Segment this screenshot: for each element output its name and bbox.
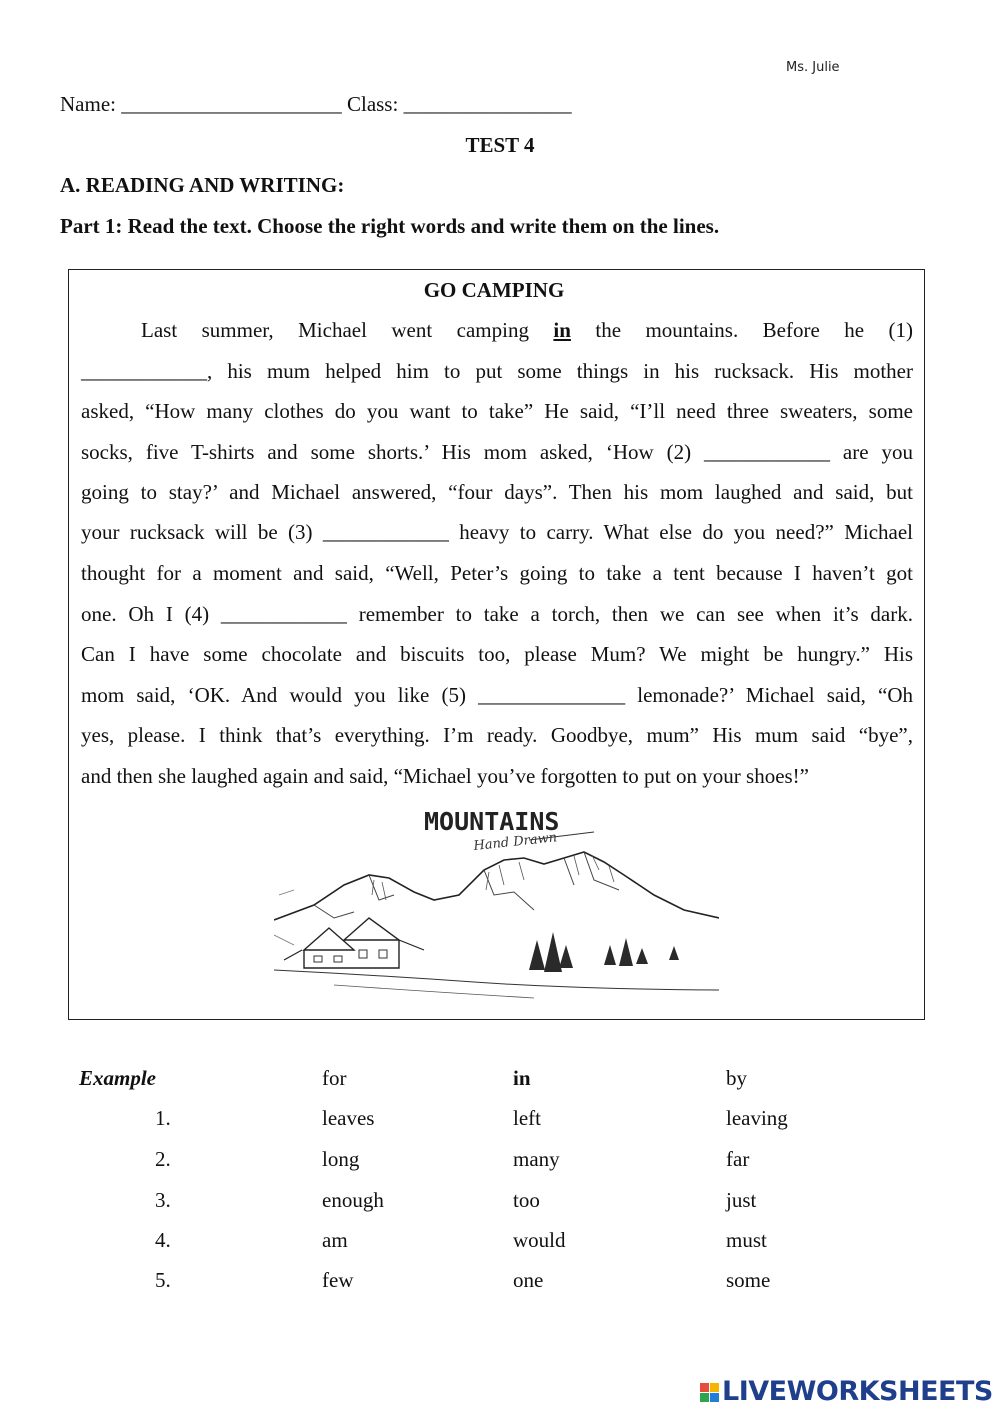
option-choice[interactable]: leaves — [322, 1106, 375, 1130]
option-row-label: 2. — [155, 1147, 171, 1171]
story-line-10[interactable] — [81, 683, 913, 713]
story-text: the mountains. Before he (1) — [570, 318, 914, 342]
story-line-2[interactable] — [81, 359, 913, 389]
story-line-3 — [81, 399, 913, 429]
story-line-11 — [81, 723, 913, 753]
option-choice[interactable]: far — [726, 1147, 750, 1171]
option-choice[interactable]: just — [726, 1188, 757, 1212]
story-text: yes, please. I think that’s everything. I’m ready. Goodbye, mum” His mum said “bye”, — [81, 723, 913, 747]
liveworksheets-logo — [700, 1376, 993, 1407]
story-line-4[interactable] — [81, 440, 913, 470]
story-text: asked, “How many clothes do you want to take” He said, “I’ll need three sweaters, some — [81, 399, 913, 423]
option-row-label: 5. — [155, 1268, 171, 1292]
name-class-row[interactable]: Name: _____________________ Class: ________________ — [60, 92, 572, 116]
story-line-9 — [81, 642, 913, 672]
option-choice[interactable]: left — [513, 1106, 541, 1130]
option-choice[interactable]: few — [322, 1268, 354, 1292]
story-line-1 — [81, 318, 913, 348]
logo-squares-icon — [700, 1383, 722, 1403]
story-line-7 — [81, 561, 913, 591]
story-text: thought for a moment and said, “Well, Peter’s going to take a tent because I haven’t got — [81, 561, 913, 585]
option-row-label: 3. — [155, 1188, 171, 1212]
example-answer: in — [553, 318, 571, 342]
story-text: socks, five T-shirts and some shorts.’ His mom asked, ‘How (2) ____________ are you — [81, 440, 913, 464]
test-title: TEST 4 — [465, 133, 535, 157]
option-row-label: Example — [79, 1066, 156, 1090]
option-choice[interactable]: many — [513, 1147, 560, 1171]
story-text: going to stay?’ and Michael answered, “four days”. Then his mom laughed and said, but — [81, 480, 913, 504]
option-choice[interactable]: must — [726, 1228, 767, 1252]
option-choice[interactable]: long — [322, 1147, 360, 1171]
illustration-title: MOUNTAINS — [424, 807, 560, 836]
story-line-5 — [81, 480, 913, 510]
story-text: and then she laughed again and said, “Michael you’ve forgotten to put on your shoes!” — [81, 764, 809, 788]
story-line-12 — [81, 764, 913, 794]
story-text: Last summer, Michael went camping — [141, 318, 554, 342]
story-title: GO CAMPING — [423, 278, 565, 302]
story-text: ____________, his mum helped him to put some things in his rucksack. His mother — [81, 359, 913, 383]
story-line-8[interactable] — [81, 602, 913, 632]
option-choice-correct[interactable]: in — [513, 1066, 531, 1090]
section-heading: A. READING AND WRITING: — [60, 173, 345, 197]
story-text: your rucksack will be (3) ____________ heavy to carry. What else do you need?” Michael — [81, 520, 913, 544]
part-instructions: Part 1: Read the text. Choose the right words and write them on the lines. — [60, 214, 720, 238]
story-text: mom said, ‘OK. And would you like (5) ______________ lemonade?’ Michael said, “Oh — [81, 683, 913, 707]
option-choice[interactable]: too — [513, 1188, 540, 1212]
mountains-illustration — [274, 800, 719, 1005]
option-choice[interactable]: leaving — [726, 1106, 788, 1130]
story-text: Can I have some chocolate and biscuits too, please Mum? We might be hungry.” His — [81, 642, 913, 666]
option-choice[interactable]: by — [726, 1066, 747, 1090]
option-choice[interactable]: am — [322, 1228, 348, 1252]
option-row-label: 1. — [155, 1106, 171, 1130]
option-choice[interactable]: for — [322, 1066, 347, 1090]
story-text: one. Oh I (4) ____________ remember to take a torch, then we can see when it’s dark. — [81, 602, 913, 626]
author-name: Ms. Julie — [786, 60, 840, 75]
option-choice[interactable]: some — [726, 1268, 771, 1292]
logo-text: LIVEWORKSHEETS — [722, 1376, 993, 1407]
option-choice[interactable]: enough — [322, 1188, 384, 1212]
option-row-label: 4. — [155, 1228, 171, 1252]
story-line-6[interactable] — [81, 520, 913, 550]
illustration-subtitle: Hand Drawn — [472, 830, 558, 854]
option-choice[interactable]: one — [513, 1268, 544, 1292]
option-choice[interactable]: would — [513, 1228, 566, 1252]
